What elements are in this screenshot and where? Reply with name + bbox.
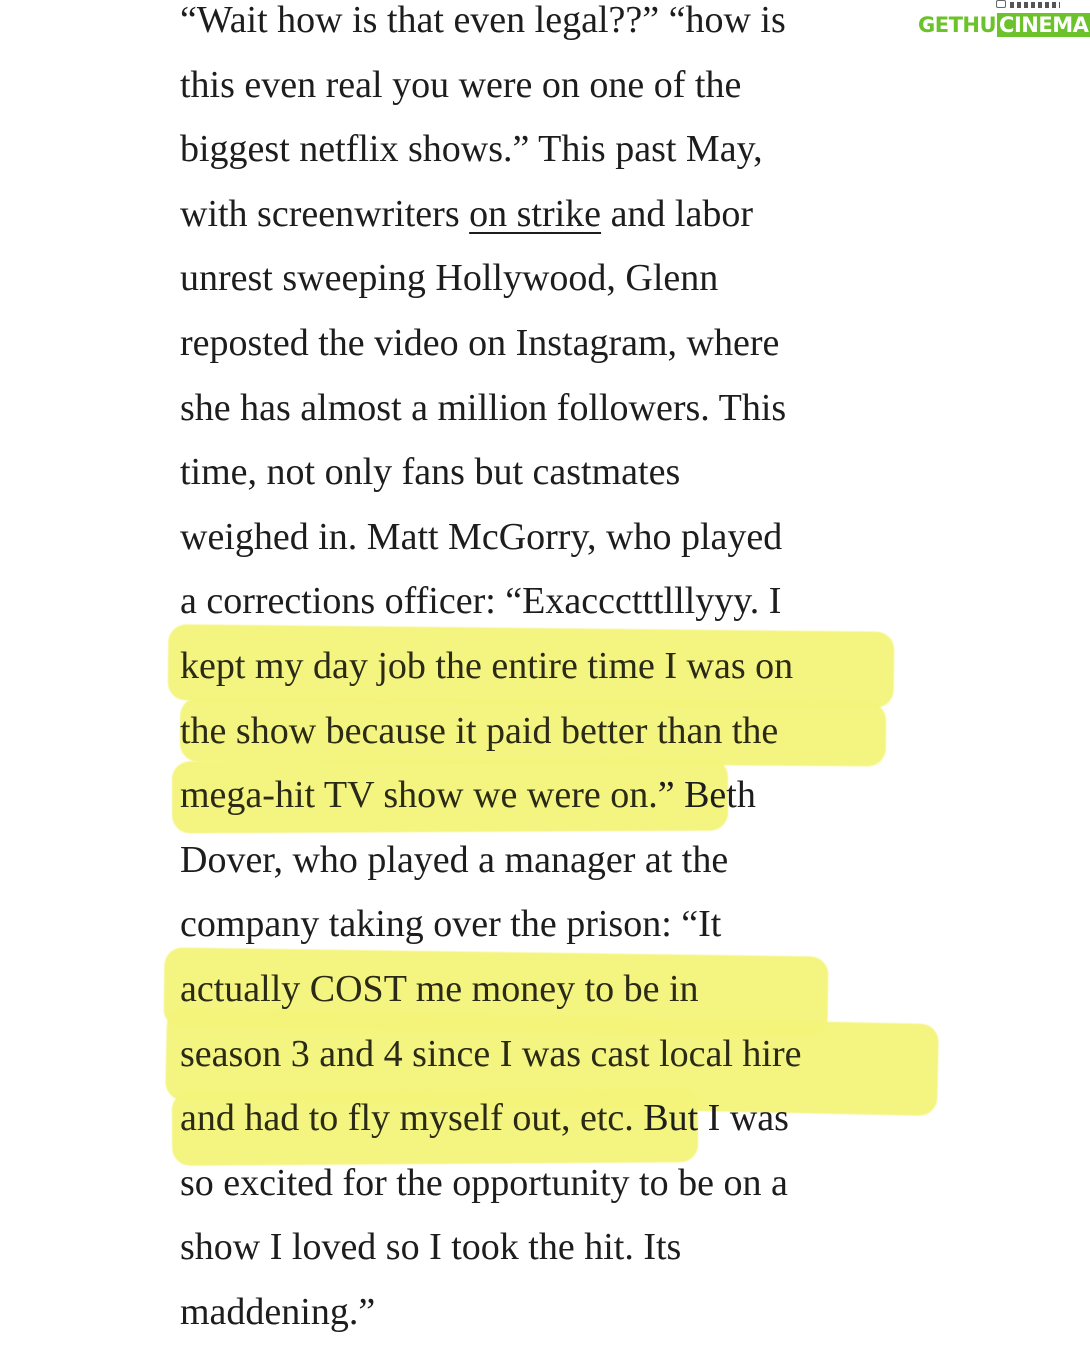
article-line [180,1151,940,1216]
article-text: unrest sweeping Hollywood, Glenn [180,257,719,300]
article-text: this even real you were on one of the [180,63,742,106]
article-text: she has almost a million followers. This [180,386,787,429]
article-text: with screenwriters [180,192,470,235]
article-line [180,1280,940,1345]
article-line [180,763,940,828]
gethu-cinema-logo [918,8,1089,42]
article-line [180,53,940,118]
article-line [180,117,940,182]
article-line [180,569,940,634]
highlighted-text: mega-hit TV show we were on. [180,774,658,817]
logo-text-gethu: GETHU [918,13,997,37]
article-line [180,1086,940,1151]
article-line [180,505,940,570]
highlighted-text: season 3 and 4 since I was cast local hire [180,1032,802,1075]
logo-text-cinema: CINEMA [999,13,1089,37]
highlighted-text: kept my day job the entire time I was on [180,644,794,687]
camera-icon [996,0,1006,8]
article-body [180,0,940,1344]
article-text: biggest netflix shows.” This past May, [180,128,763,171]
article-text: company taking over the prison: “It [180,903,722,946]
article-line [180,376,940,441]
article-text: But I was [633,1097,789,1140]
article-text: time, not only fans but castmates [180,451,681,494]
on-strike-link[interactable]: on strike [469,192,602,235]
article-line [180,1022,940,1087]
article-text: show I loved so I took the hit. Its [180,1226,682,1269]
article-text: ” Beth [657,774,756,817]
article-line [180,957,940,1022]
article-line [180,699,940,764]
article-text: reposted the video on Instagram, where [180,321,780,364]
film-strip-icon [1010,2,1060,8]
article-text: a corrections officer: “Exaccctttlllyyy. I [180,580,782,623]
article-text: “Wait how is that even legal??” “how is [180,0,786,41]
article-text: maddening.” [180,1290,376,1333]
article-line [180,246,940,311]
article-line [180,1215,940,1280]
highlighted-text: actually COST me money to be in [180,967,699,1010]
article-line [180,311,940,376]
article-line [180,0,940,53]
highlighted-text: and had to fly myself out, etc. [180,1097,634,1140]
article-line [180,634,940,699]
article-line [180,440,940,505]
article-line [180,182,940,247]
highlighted-text: the show because it paid better than the [180,709,779,752]
article-text: so excited for the opportunity to be on a [180,1161,788,1204]
article-line [180,892,940,957]
article-line [180,828,940,893]
article-text: Dover, who played a manager at the [180,838,729,881]
article-text: and labor [601,192,754,235]
article-text: weighed in. Matt McGorry, who played [180,515,783,558]
